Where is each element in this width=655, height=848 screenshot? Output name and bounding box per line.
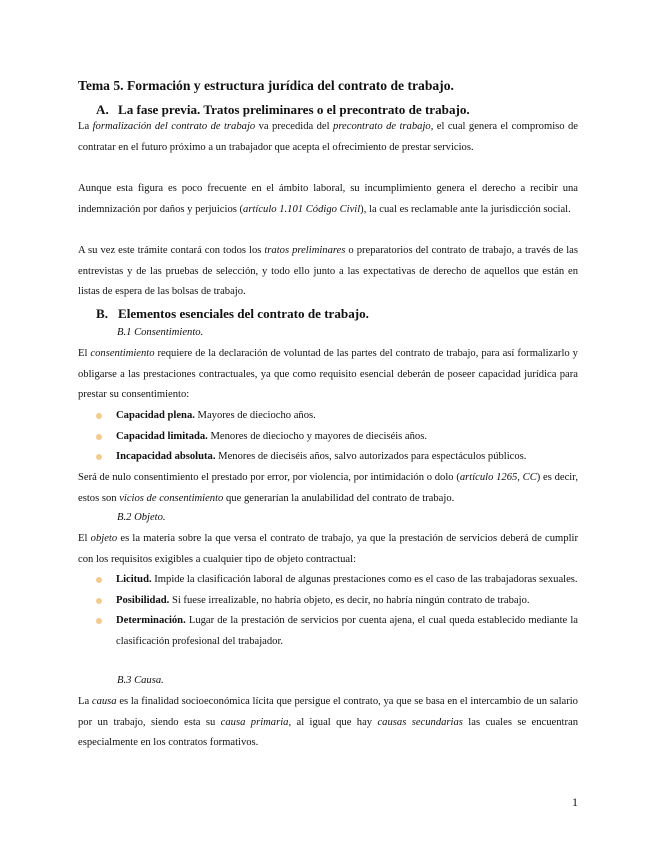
list-item: Incapacidad absoluta. Menores de dieciséis años, salvo autorizados para espectáculos públicos.: [96, 447, 578, 468]
paragraph-objeto: El objeto es la materia sobre la que versa el contrato de trabajo, ya que la prestación de servicios deberá de cumplir con los requisitos exigibles a cualquier tipo de objeto contractual:: [78, 533, 578, 565]
object-requirements-list: [96, 570, 578, 652]
section-a-letter: A.: [96, 102, 109, 117]
list-item: Posibilidad. Si fuese irrealizable, no habría objeto, es decir, no habría ningún contrato de trabajo.: [96, 591, 578, 612]
page-number: 1: [572, 795, 578, 809]
section-b-heading: [96, 306, 369, 322]
paragraph-causa: La causa es la finalidad socioeconómica lícita que persigue el contrato, ya que se basa en el intercambio de un salario por un trabajo, siendo esta su causa primaria, al igual que hay causas secundarias las cuales se encuentran especialmente en los contratos formativos.: [78, 696, 579, 748]
paragraph-formalizacion: La formalización del contrato de trabajo va precedida del precontrato de trabajo, el cual genera el compromiso de contratar en el futuro próximo a un trabajador que acepta el ofrecimiento de prestar servicios.: [78, 121, 578, 153]
capacity-list: [96, 406, 578, 468]
paragraph-vicios: Será de nulo consentimiento el prestado por error, por violencia, por intimidación o dolo (artículo 1265, CC) es decir, estos son vicios de consentimiento que generarían la anulabilidad del contrato de trabajo.: [78, 472, 578, 504]
bullet-icon: [96, 598, 102, 604]
bullet-icon: [96, 618, 102, 624]
bullet-icon: [96, 577, 102, 583]
list-item: Capacidad plena. Mayores de dieciocho años.: [96, 406, 578, 427]
bullet-icon: [96, 434, 102, 440]
section-a-heading: [96, 102, 470, 118]
bullet-icon: [96, 454, 102, 460]
paragraph-indemnizacion: Aunque esta figura es poco frecuente en el ámbito laboral, su incumplimiento genera el derecho a recibir una indemnización por daños y perjuicios (artículo 1.101 Código Civil), la cual es reclamable ante la jurisdicción social.: [78, 183, 578, 215]
paragraph-consentimiento: El consentimiento requiere de la declaración de voluntad de las partes del contrato de trabajo, para así formalizarlo y obligarse a las prestaciones contractuales, ya que como requisito esencial deberán de poseer capacidad jurídica para prestar su consentimiento:: [78, 348, 578, 400]
document-title: Tema 5. Formación y estructura jurídica del contrato de trabajo.: [78, 78, 454, 93]
section-a-title: La fase previa. Tratos preliminares o el precontrato de trabajo.: [118, 102, 470, 117]
subsection-b2-heading: B.2 Objeto.: [117, 512, 166, 523]
section-b-letter: B.: [96, 306, 109, 321]
list-item: Determinación. Lugar de la prestación de servicios por cuenta ajena, el cual queda establecido mediante la clasificación profesional del trabajador.: [96, 611, 578, 652]
list-item: Licitud. Impide la clasificación laboral de algunas prestaciones como es el caso de las trabajadoras sexuales.: [96, 570, 578, 591]
bullet-icon: [96, 413, 102, 419]
subsection-b3-heading: B.3 Causa.: [117, 675, 164, 686]
list-item: Capacidad limitada. Menores de dieciocho y mayores de dieciséis años.: [96, 427, 578, 448]
subsection-b1-heading: B.1 Consentimiento.: [117, 327, 204, 338]
section-b-title: Elementos esenciales del contrato de trabajo.: [118, 306, 369, 321]
paragraph-tratos-preliminares: A su vez este trámite contará con todos los tratos preliminares o preparatorios del contrato de trabajo, a través de las entrevistas y de las pruebas de selección, y todo ello junto a las expectativas de derecho de aquellos que están en listas de espera de las bolsas de trabajo.: [78, 245, 578, 297]
